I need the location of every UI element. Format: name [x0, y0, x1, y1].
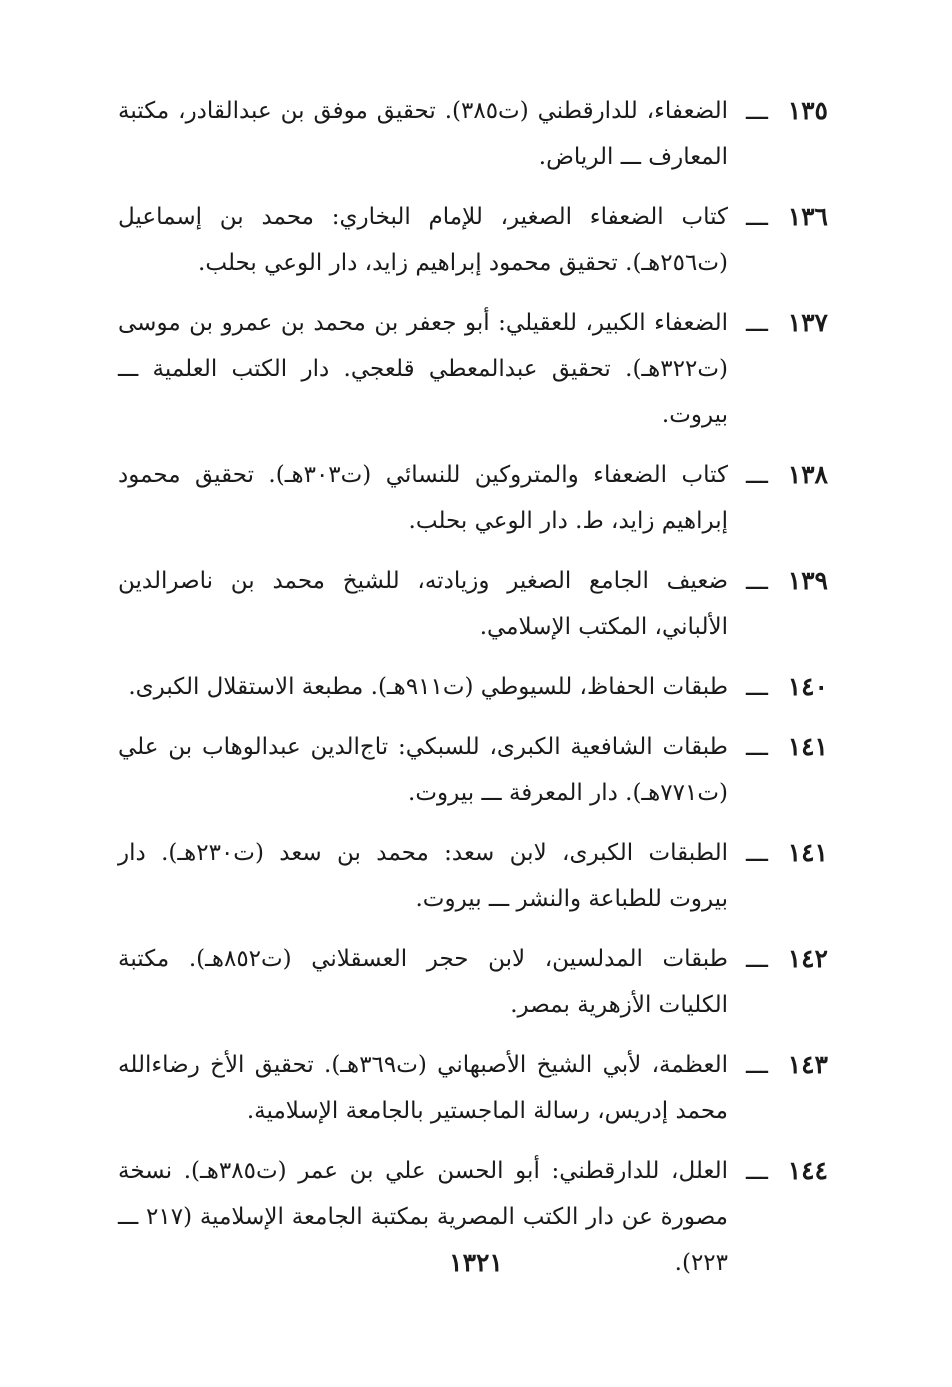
entry-number: [728, 936, 828, 982]
bibliography-entry: [118, 558, 828, 650]
entry-text: طبقات الشافعية الكبرى، للسبكي: تاج‌الدين عبدالوهاب بن علي (ت٧٧١هـ). دار المعرفة ـــ بيروت.: [118, 734, 728, 806]
entry-number-value: ١٣٩: [787, 566, 828, 595]
entry-number: [728, 194, 828, 240]
entry-dash: ـــ: [746, 308, 768, 337]
entry-text: طبقات الحفاظ، للسيوطي (ت٩١١هـ). مطبعة الاستقلال الكبرى.: [128, 674, 728, 700]
entry-text: العلل، للدارقطني: أبو الحسن علي بن عمر (ت٣٨٥هـ). نسخة مصورة عن دار الكتب المصرية بمكتبة الجامعة الإسلامية (٢١٧ ـــ ٢٢٣).: [118, 1158, 728, 1276]
entry-number-value: ١٤٠: [787, 672, 828, 701]
entry-number-value: ١٣٦: [787, 202, 828, 231]
entry-number-value: ١٤١: [787, 732, 828, 761]
entry-dash: ـــ: [746, 732, 768, 761]
entry-number: [728, 830, 828, 876]
entry-number-value: ١٣٨: [787, 460, 828, 489]
page-number: ١٣٢١: [449, 1248, 503, 1277]
bibliography-entry: [118, 830, 828, 922]
entry-text: الطبقات الكبرى، لابن سعد: محمد بن سعد (ت٢٣٠هـ). دار بيروت للطباعة والنشر ـــ بيروت.: [118, 840, 729, 912]
entry-text: العظمة، لأبي الشيخ الأصبهاني (ت٣٦٩هـ). تحقيق الأخ رضاءالله محمد إدريس، رسالة الماجستير بالجامعة الإسلامية.: [118, 1052, 728, 1124]
entry-number-value: ١٤٢: [787, 944, 828, 973]
entry-text: طبقات المدلسين، لابن حجر العسقلاني (ت٨٥٢هـ). مكتبة الكليات الأزهرية بمصر.: [118, 946, 728, 1018]
bibliography-entry: [118, 664, 828, 710]
entry-text: ضعيف الجامع الصغير وزيادته، للشيخ محمد بن ناصرالدين الألباني، المكتب الإسلامي.: [118, 568, 728, 640]
entry-number: [728, 1042, 828, 1088]
entry-dash: ـــ: [746, 1156, 768, 1185]
bibliography-entry: [118, 452, 828, 544]
entry-text: كتاب الضعفاء الصغير، للإمام البخاري: محمد بن إسماعيل (ت٢٥٦هـ). تحقيق محمود إبراهيم زايد، دار الوعي بحلب.: [118, 204, 728, 276]
entry-text: كتاب الضعفاء والمتروكين للنسائي (ت٣٠٣هـ). تحقيق محمود إبراهيم زايد، ط. دار الوعي بحلب.: [118, 462, 728, 534]
entry-dash: ـــ: [746, 944, 768, 973]
bibliography-page: [118, 88, 828, 1300]
entry-number: [728, 88, 828, 134]
entry-number-value: ١٤٤: [787, 1156, 828, 1185]
entry-number-value: ١٤١: [787, 838, 828, 867]
entry-number: [728, 300, 828, 346]
entry-number-value: ١٤٣: [787, 1050, 828, 1079]
entry-number-value: ١٣٥: [787, 96, 828, 125]
bibliography-entry: [118, 194, 828, 286]
bibliography-entry: [118, 936, 828, 1028]
entry-number: [728, 1148, 828, 1194]
bibliography-entry: [118, 88, 828, 180]
entry-number: [728, 452, 828, 498]
entry-dash: ـــ: [746, 202, 768, 231]
entry-number-value: ١٣٧: [787, 308, 828, 337]
entry-dash: ـــ: [746, 566, 768, 595]
bibliography-entry: [118, 724, 828, 816]
bibliography-entry: [118, 1042, 828, 1134]
entry-number: [728, 664, 828, 710]
bibliography-entry: [118, 300, 828, 438]
entry-text: الضعفاء، للدارقطني (ت٣٨٥). تحقيق موفق بن عبدالقادر، مكتبة المعارف ـــ الرياض.: [118, 98, 729, 170]
entry-number: [728, 724, 828, 770]
entry-dash: ـــ: [746, 96, 768, 125]
entry-dash: ـــ: [746, 672, 768, 701]
entry-dash: ـــ: [746, 838, 768, 867]
entry-number: [728, 558, 828, 604]
entry-text: الضعفاء الكبير، للعقيلي: أبو جعفر بن محمد بن عمرو بن موسى (ت٣٢٢هـ). تحقيق عبدالمعطي قلعجي. دار الكتب العلمية ـــ بيروت.: [118, 310, 728, 428]
entry-dash: ـــ: [746, 460, 768, 489]
entry-dash: ـــ: [746, 1050, 768, 1079]
